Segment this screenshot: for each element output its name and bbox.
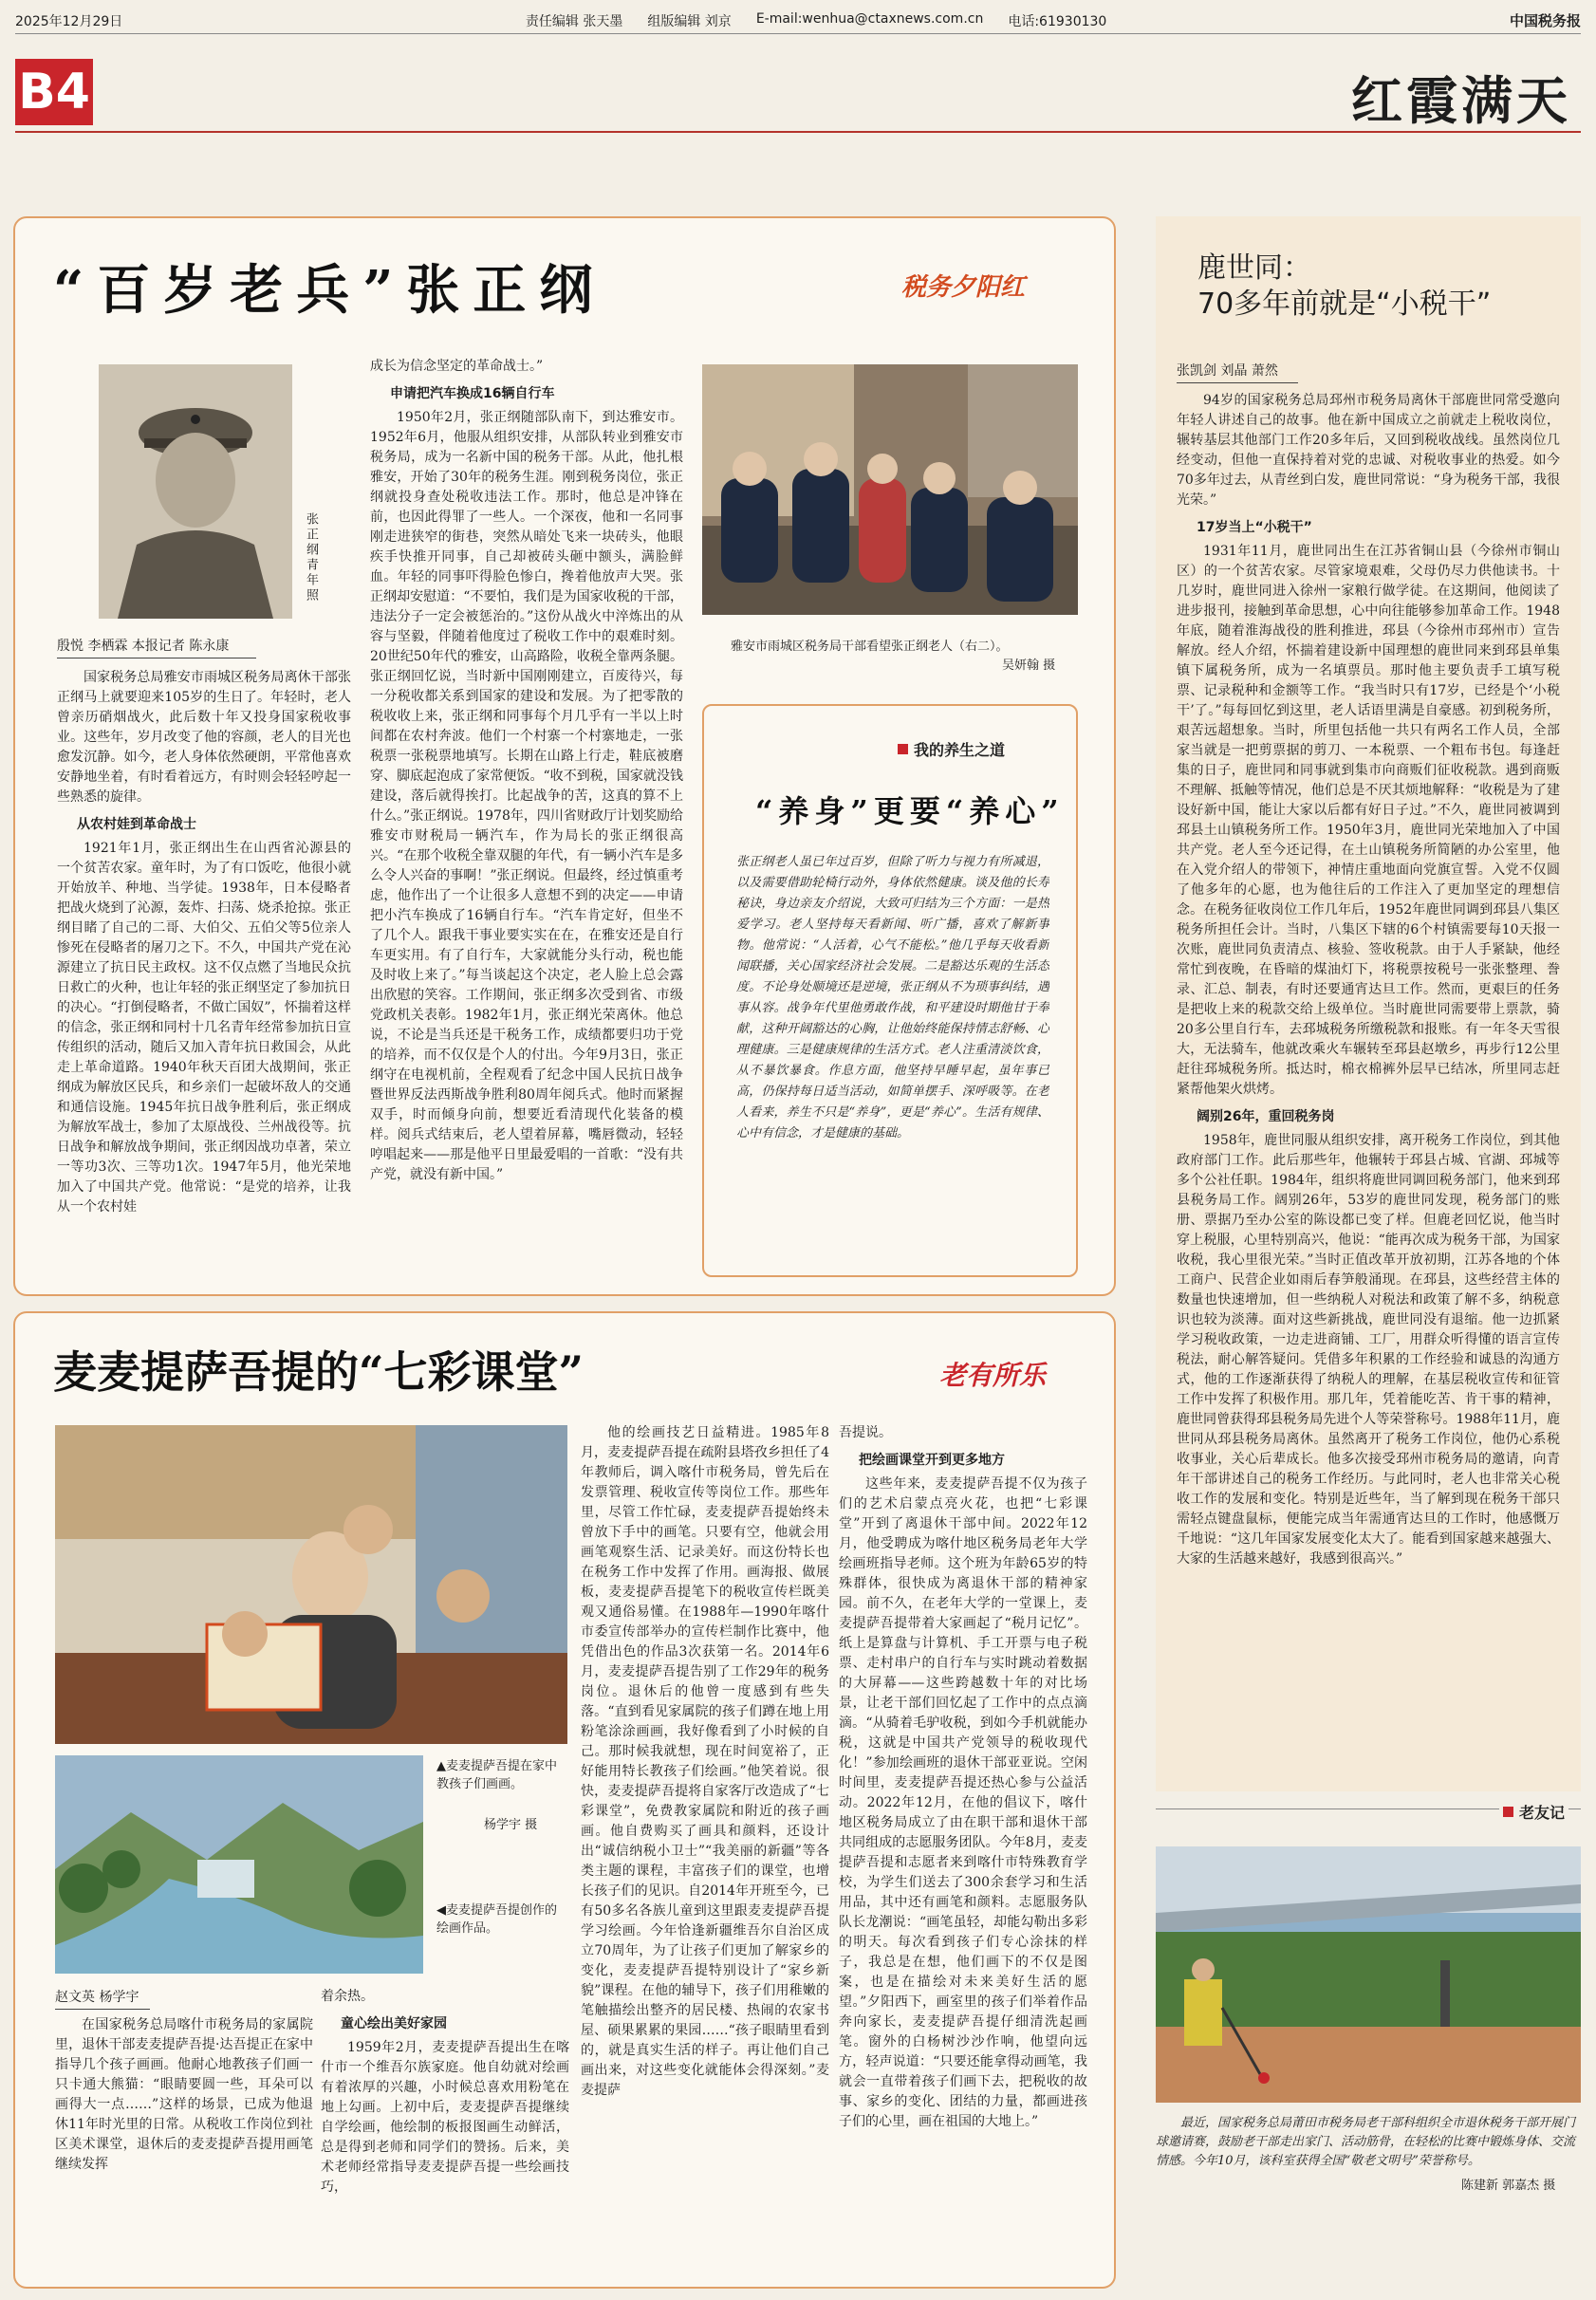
sidebar-intro: 94岁的国家税务总局邳州市税务局离休干部鹿世同常受邀向年轻人讲述自己的故事。他在新中国成立之前就走上税收岗位，辗转基层其他部门工作20多年后，又回到税收战线。虽然岗位几经变动，但他一直保持着对党的忠诚、对税收事业的热爱。如今70多年过去，从青丝到白发，鹿世同常说：“身为税务干部，我很光荣。” (1177, 393, 1560, 508)
masthead-bar (15, 8, 1581, 34)
article2-col1: 在国家税务总局喀什市税务局的家属院里，退休干部麦麦提萨吾提·达吾提正在家中指导几个孩子画画。他耐心地教孩子们画一只卡通大熊猫：“眼睛要圆一些，耳朵可以画得大一点……”这样的场景，已成为他退休11年时光里的日常。从税收工作岗位到社区美术课堂，退休后的麦麦提萨吾提用画笔继续发挥 (55, 2017, 313, 2172)
article1-col2-body: 1950年2月，张正纲随部队南下，到达雅安市。1952年6月，他服从组织安排，从部队转业到雅安市税务局，成为一名新中国的税务干部。从此，他扎根雅安，开始了30年的税务生涯。刚到税务岗位，张正纲就投身查处税收违法工作。那时，他总是冲锋在前，也因此得罪了一些人。一个深夜，他和一名同事刚走进狭窄的街巷，突然从暗处飞来一块砖头，他眼疾手快推开同事，自己却被砖头砸中额头，满脸鲜血。年轻的同事吓得脸色惨白，搀着他放声大哭。张正纲却安慰道：“不要怕，我们是为国家收税的干部，违法分子一定会被惩治的。”这份从战火中淬炼出的从容与坚毅，伴随着他度过了税收工作中的艰难时刻。20世纪50年代的雅安，山高路险，收税全靠两条腿。张正纲回忆说，当时新中国刚刚建立，百废待兴，每一分税收都关系到国家的建设和发展。为了把零散的税收收上来，张正纲和同事每个月几乎有一半以上时间都在农村奔波。他们一个村寨一个村寨地走，一张税票一张税票地填写。长期在山路上行走，鞋底被磨穿、脚底起泡成了家常便饭。“收不到税，国家就没钱建设，落后就得挨打。比起战争的苦，这真的算不上什么。”张正纲说。1978年，四川省财政厅计划奖励给雅安市财税局一辆汽车，作为局长的张正纲很高兴。“在那个收税全靠双腿的年代，有一辆小汽车是多么令人兴奋的事啊！”张正纲说。但最终，经过慎重考虑，他作出了一个让很多人意想不到的决定——申请把小汽车换成了16辆自行车。“汽车肯定好，但坐不了几个人。跟我干事业要实实在在，在雅安还是自行车更实用。有了自行车，大家就能分头行动，税也能及时收上来了。”每当谈起这个决定，老人脸上总会露出欣慰的笑容。工作期间，张正纲多次受到省、市级党政机关表彰。1982年1月，张正纲光荣离休。他总说，不论是当兵还是干税务工作，成绩都要归功于党的培养，而不仅仅是个人的付出。今年9月3日，张正纲守在电视机前，全程观看了纪念中国人民抗日战争暨世界反法西斯战争胜利80周年阅兵式。他时而紧握双手，时而倾身向前，想要近看清现代化装备的模样。阅兵式结束后，老人望着屏幕，嘴唇微动，轻轻哼唱起来——那是他平日里最爱唱的一首歌：“没有共产党，就没有新中国。” (370, 410, 683, 1182)
article2-col2 (321, 1987, 569, 2277)
editor-info (526, 11, 1106, 30)
paper-name: 中国税务报 (1509, 12, 1581, 29)
article1-col1-body: 1921年1月，张正纲出生在山西省沁源县的一个贫苦农家。童年时，为了有口饭吃，他很小就开始放羊、种地、当学徒。1938年，日本侵略者把战火烧到了沁源，轰炸、扫荡、烧杀抢掠。张正纲目睹了自己的二哥、大伯父、五伯父等5位亲人惨死在侵略者的屠刀之下。不久，中国共产党在沁源建立了抗日民主政权。这不仅点燃了当地民众抗日救亡的火种，也让年轻的张正纲坚定了参加抗日的决心。“打倒侵略者，不做亡国奴”，怀揣着这样的信念，张正纲和同村十几名青年经常参加抗日宣传组织的活动，随后又加入青年抗日救国会，从此走上革命道路。1940年秋天百团大战期间，张正纲成为解放区民兵，和乡亲们一起破坏敌人的交通和通信设施。1945年抗日战争胜利后，张正纲成为解放军战士，参加了太原战役、兰州战役等。抗日战争和解放战争期间，张正纲因战功卓著，荣立一等功3次、三等功1次。1947年5月，他光荣地加入了中国共产党。他常说：“是党的培养，让我从一个农村娃 (57, 841, 351, 1215)
sidebar-subhead2: 阔别26年，重回税务岗 (1197, 1109, 1335, 1124)
article1-col2-cont: 成长为信念坚定的革命战士。” (370, 359, 544, 374)
sidebar-body2: 1958年，鹿世同服从组织安排，离开税务工作岗位，到其他政府部门工作。此后那些年，他辗转于邳县占城、官湖、邳城等多个公社任职。1984年，组织将鹿世同调回税务部门，他来到邳县税务局工作。阔别26年，53岁的鹿世同发现，税务部门的账册、票据乃至办公室的陈设都已变了样。但鹿老回忆说，他当时穿上税服，心里特别高兴，他说：“能再次成为税务干部，为国家收税，我心里很光荣。”当时正值改革开放初期，江苏各地的个体工商户、民营企业如雨后春笋般涌现。在邳县，这些经营主体的数量也快速增加，但一些纳税人对税法和政策了解不多，纳税意识也较为淡薄。面对这些新挑战，鹿世同没有退缩。他一边抓紧学习税收政策，一边走进商铺、工厂，用群众听得懂的语言宣传税法，耐心解答疑问。凭借多年积累的工作经验和诚恳的沟通方式，他的工作逐渐获得了纳税人的理解，在基层税收宣传和征管工作中发挥了积极作用。那几年，凭着能吃苦、肯干事的精神，鹿世同曾获得邳县税务局先进个人等荣誉称号。1988年11月，鹿世同从邳县税务局离休。虽然离开了税务工作岗位，他仍心系税收事业，关心后辈成长。他多次接受邳州市税务局的邀请，向青年干部讲述自己的税务工作经历。与此同时，老人也非常关心税收工作的发展和变化。特别是近些年，当了解到现在税务干部只需轻点键盘鼠标，便能完成当年需通宵达旦的工作时，他感慨万千地说：“这几年国家发展变化太大了。能看到国家越来越强大、大家的生活越来越好，我感到很高兴。” (1177, 1133, 1560, 1567)
painting-photo-caption: ◀麦麦提萨吾提创作的绘画作品。 (436, 1903, 557, 1936)
article2-col4-cont: 吾提说。 (839, 1425, 892, 1440)
tag-marker-icon (898, 744, 908, 754)
visit-photo-svg (702, 364, 1078, 615)
section-header (15, 53, 1581, 133)
sidebar-byline: 张凯剑 刘晶 萧然 (1177, 361, 1298, 383)
email[interactable]: E-mail:wenhua@ctaxnews.com.cn (755, 10, 984, 27)
article2-byline: 赵文英 杨学宇 (55, 1987, 150, 2010)
tag-marker-icon (1503, 1807, 1513, 1817)
article2-title: 麦麦提萨吾提的“七彩课堂” (53, 1346, 584, 1398)
portrait-svg (99, 364, 292, 619)
phone: 电话:61930130 (1008, 13, 1107, 29)
health-text: 张正纲老人虽已年过百岁，但除了听力与视力有所减退，以及需要借助轮椅行动外，身体依然健康。谈及他的长寿秘诀，身边亲友介绍说，大致可归结为三个方面：一是热爱学习。老人坚持每天看新闻、听广播，喜欢了解新事物。他常说：“人活着，心气不能松。”他几乎每天收看新闻联播，关心国家经济社会发展。二是豁达乐观的生活态度。不论身处顺境还是逆境，张正纲从不为琐事纠结，遇事从容。战争年代里他勇敢作战，和平建设时期他甘于奉献，这种开阔豁达的心胸，让他始终能保持情志舒畅、心理健康。三是健康规律的生活方式。老人注重清淡饮食，从不暴饮暴食。作息方面，他坚持早睡早起，虽年事已高，仍保持每日适当活动，如简单摆手、深呼吸等。在老人看来，养生不只是“养身”，更是“养心”。生活有规律、心中有信念，才是健康的基础。 (736, 855, 1049, 1141)
classroom-photo (55, 1425, 567, 1744)
classroom-photo-caption: ▲麦麦提萨吾提在家中教孩子们画画。 (436, 1759, 557, 1791)
visit-photo-credit: 吴妍翰 摄 (1002, 658, 1056, 673)
health-title: “养身”更要“养心” (755, 793, 1065, 829)
article1-title: “百岁老兵”张正纲 (53, 259, 606, 322)
health-tag (898, 738, 1005, 760)
gateball-photo-svg (1156, 1846, 1581, 2103)
article2-col2-cont: 着余热。 (321, 1989, 374, 2004)
gateball-photo (1156, 1846, 1581, 2103)
article1-logo: 税务夕阳红 (901, 273, 1026, 302)
painting-photo (55, 1755, 423, 1974)
gateball-caption: 最近，国家税务总局莆田市税务局老干部科组织全市退休税务干部开展门球邀请赛，鼓励老干部走出家门、活动筋骨，在轻松的比赛中锻炼身体、交流情感。今年10月，该科室获得全国“敬老文明号”荣誉称号。 (1156, 2116, 1576, 2168)
article2-col4-body: 这些年来，麦麦提萨吾提不仅为孩子们的艺术启蒙点亮火花，也把“七彩课堂”开到了离退休干部中间。2022年12月，他受聘成为喀什地区税务局老年大学绘画班指导老师。这个班为年龄65岁的特殊群体，很快成为离退休干部的精神家园。前不久，在老年大学的一堂课上，麦麦提萨吾提带着大家画起了“税月记忆”。纸上是算盘与计算机、手工开票与电子税票、走村串户的自行车与实时跳动着数据的大屏幕——这些跨越数十年的对比场景，让老干部们回忆起了工作中的点点滴滴。“从骑着毛驴收税，到如今手机就能办税，这就是中国共产党领导的税收现代化！”参加绘画班的退休干部亚亚说。空闲时间里，麦麦提萨吾提还热心参与公益活动。2022年12月，在他的倡议下，喀什地区税务局成立了由在职干部和退休干部共同组成的志愿服务团队。今年8月，麦麦提萨吾提和志愿者来到喀什市特殊教育学校，为学生们送去了300余套学习和生活用品，其中还有画笔和颜料。志愿服务队队长龙潮说：“画笔虽轻，却能勾勒出多彩的明天。每次看到孩子们专心涂抹的样子，我总是在想，他们画下的不仅是图案，也是在描绘对未来美好生活的愿望。”夕阳西下，画室里的孩子们举着作品奔向家长，麦麦提萨吾提仔细清洗起画笔。窗外的白杨树沙沙作响，他望向远方，轻声说道：“只要还能拿得动画笔，我就会一直带着孩子们画下去，把税收的故事、家乡的变化、团结的力量，都画进孩子们的心里，画在祖国的大地上。” (839, 1476, 1087, 2129)
article1-subhead1: 从农村娃到革命战士 (77, 817, 196, 832)
article1-byline: 殷悦 李栖霖 本报记者 陈永康 (57, 636, 256, 658)
article1-col1 (57, 668, 351, 1283)
visit-photo (702, 364, 1078, 615)
editor: 责任编辑 张天墨 (525, 13, 623, 29)
article2-col2-body: 1959年2月，麦麦提萨吾提出生在喀什市一个维吾尔族家庭。他自幼就对绘画有着浓厚的兴趣，小时候总喜欢用粉笔在地上勾画。上初中后，麦麦提萨吾提继续自学绘画，他绘制的板报图画生动鲜活，总是得到老师和同学们的赞扬。后来，美术老师经常指导麦麦提萨吾提一些绘画技巧， (321, 2040, 569, 2195)
article2-col3: 他的绘画技艺日益精进。1985年8月，麦麦提萨吾提在疏附县塔孜乡担任了4年教师后，调入喀什市税务局，曾先后在发票管理、税收宣传等岗位工作。那些年里，尽管工作忙碌，麦麦提萨吾提始终未曾放下手中的画笔。只要有空，他就会用画笔观察生活、记录美好。而这份特长也在税务工作中发挥了作用。画海报、做展板，麦麦提萨吾提笔下的税收宣传栏既美观又通俗易懂。在1988年—1990年喀什市委宣传部举办的宣传栏制作比赛中，他凭借出色的作品3次获第一名。2014年6月，麦麦提萨吾提告别了工作29年的税务岗位。退休后的他曾一度感到有些失落。“直到看见家属院的孩子们蹲在地上用粉笔涂涂画画，我好像看到了小时候的自己。那时候我就想，现在时间宽裕了，正好能用特长教孩子们绘画。”他笑着说。很快，麦麦提萨吾提将自家客厅改造成了“七彩课堂”，免费教家属院和附近的孩子画画。他自费购买了画具和颜料，还设计出“诚信纳税小卫士”“我美丽的新疆”等各类主题的课程，丰富孩子们的课堂，也增长孩子们的见识。自2014年开班至今，已有50多名各族儿童到这里跟麦麦提萨吾提学习绘画。今年恰逢新疆维吾尔自治区成立70周年，为了让孩子们更加了解家乡的变化，麦麦提萨吾提特别设计了“家乡新貌”课程。在他的辅导下，孩子们用稚嫩的笔触描绘出整齐的居民楼、热闹的农家书屋、硕果累累的果园……“孩子眼睛里看到的，就是真实生活的样子。再让他们自己画出来，对这些变化就能体会得深刻。”麦麦提萨 (581, 1425, 829, 2098)
article2-subhead2: 把绘画课堂开到更多地方 (859, 1453, 1005, 1468)
visit-photo-caption: 雅安市雨城区税务局干部看望张正纲老人（右二）。 (731, 640, 1009, 654)
sidebar-title-line2: 70多年前就是“小税干” (1197, 288, 1492, 321)
health-tag-label: 我的养生之道 (914, 741, 1006, 759)
friends-tag (1499, 1801, 1568, 1823)
article2-logo: 老有所乐 (939, 1360, 1047, 1391)
portrait-caption: 张正纲青年照 (304, 512, 318, 603)
classroom-photo-credit: 杨学宇 摄 (484, 1818, 538, 1832)
sidebar-body1: 1931年11月，鹿世同出生在江苏省铜山县（今徐州市铜山区）的一个贫苦农家。尽管家境艰难，父母仍尽力供他读书。十几岁时，鹿世同进入徐州一家粮行做学徒。在这期间，他阅读了进步报刊，接触到革命思想，心中向往能够参加革命工作。1948年底，随着淮海战役的胜利推进，邳县（今徐州市邳州市）宣告解放。经人介绍，怀揣着建设新中国理想的鹿世同来到邳县单集镇下属税务所，成为一名填票员。那时他主要负责手工填写税票、记录税种和金额等工作。“我当时只有17岁，已经是个‘小税干’了。”每每回忆到这里，老人话语里满是自豪感。初到税务所，艰苦远超想象。当时，所里包括他一共只有两名工作人员，全部家当就是一把剪票据的剪刀、一本税票、一个粗布书包。每逢赶集的日子，鹿世同和同事就到集市向商贩们征收税款。遇到商贩不理解、抵触等情况，他们总是不厌其烦地解释：“收税是为了建设好新中国，能让大家以后都有好日子过。”不久，鹿世同被调到邳县土山镇税务所工作。1950年3月，鹿世同光荣地加入了中国共产党。老人至今还记得，在土山镇税务所简陋的办公室里，他在入党介绍人的带领下，神情庄重地面向党旗宣誓。入党不仅圆了他多年的心愿，也为他往后的工作注入了更加坚定的理想信念。在税务征收岗位工作几年后，1952年鹿世同调到邳县八集区税务所担任会计。当时，八集区下辖的6个村镇需要每10天报一次账，鹿世同负责清点、核验、签收税款。由于人手紧缺，他经常忙到夜晚，在昏暗的煤油灯下，将税票按税号一张张整理、誊录、汇总、制表，有时还要通宵达旦工作。然而，更艰巨的任务是把收上来的税款交给上级单位。当时鹿世同需要带上票款，骑20多公里自行车，去邳城税务所缴税款和报账。有一年冬天雪很大，无法骑车，他就改乘火车辗转至邳县赵墩乡，再步行12公里赶往邳城税务所。抵达时，棉衣棉裤外层早已结冰，所里同志赶紧帮他架火烘烤。 (1177, 544, 1560, 1097)
sidebar-text (1177, 391, 1560, 1780)
issue-date: 2025年12月29日 (15, 13, 123, 29)
portrait-photo (99, 364, 292, 619)
page-number: B4 (15, 59, 93, 125)
sidebar-subhead1: 17岁当上“小税干” (1197, 520, 1312, 535)
article2-col4 (839, 1423, 1087, 2277)
section-title: 红霞满天 (1351, 70, 1571, 131)
article1-col1-intro: 国家税务总局雅安市雨城区税务局离休干部张正纲马上就要迎来105岁的生日了。年轻时，老人曾亲历硝烟战火，此后数十年又投身国家税收事业。这些年，岁月改变了他的容颜，老人的目光也愈发沉静。如今，老人身体依然硬朗，平常他喜欢安静地坐着，有时看着远方，有时则会轻轻哼起一些熟悉的旋律。 (57, 670, 351, 805)
article2-subhead1: 童心绘出美好家园 (341, 2016, 447, 2031)
layout-editor: 组版编辑 刘京 (647, 13, 732, 29)
friends-tag-label: 老友记 (1519, 1804, 1566, 1822)
painting-photo-svg (55, 1755, 423, 1974)
article1-subhead2: 申请把汽车换成16辆自行车 (390, 386, 555, 401)
article1-col2 (370, 357, 683, 1283)
gateball-credit: 陈建新 郭嘉杰 摄 (1461, 2179, 1556, 2193)
classroom-photo-svg (55, 1425, 567, 1744)
sidebar-title-line1: 鹿世同： (1197, 251, 1311, 285)
